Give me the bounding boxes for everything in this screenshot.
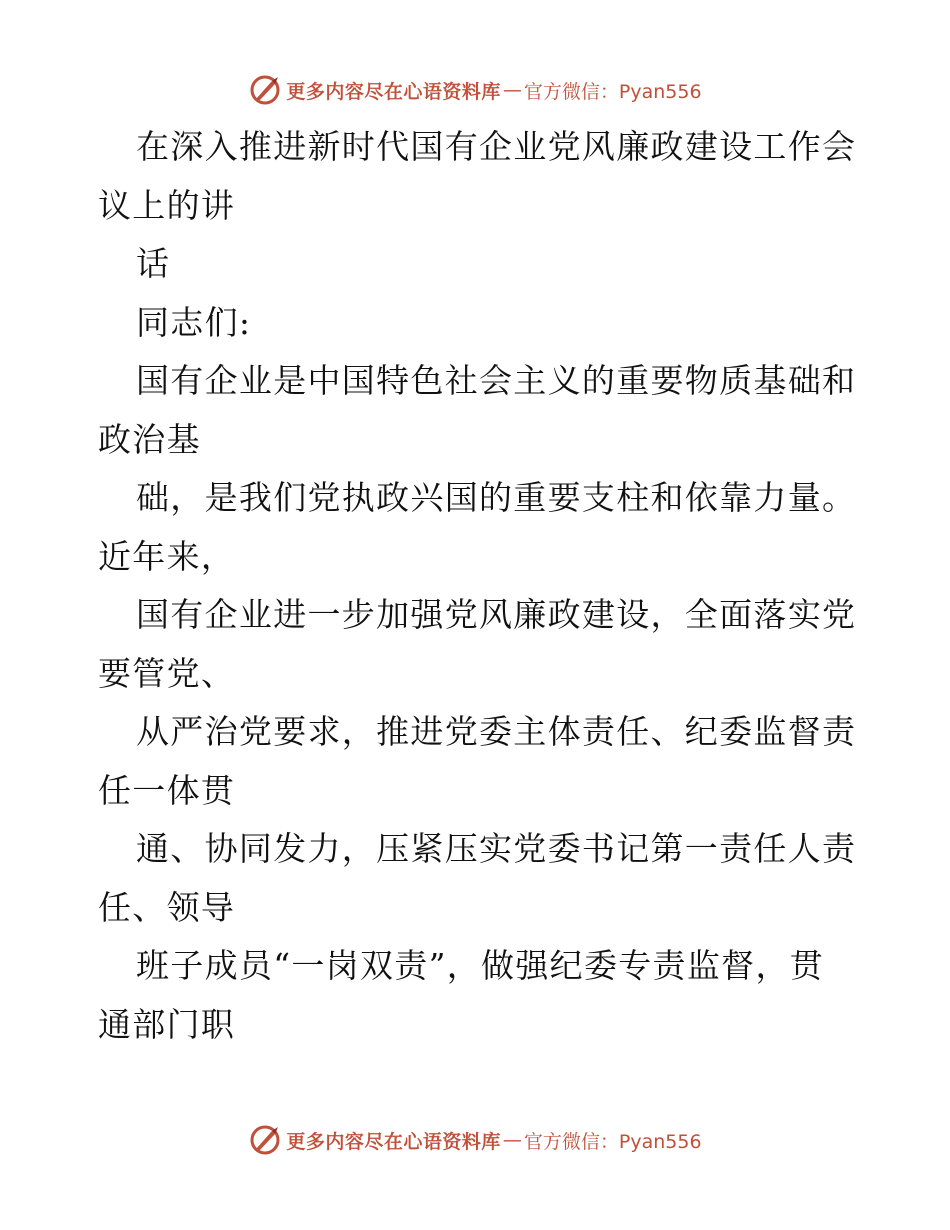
text-line: 通部门职 [98,1004,236,1044]
quill-logo-icon [248,73,282,107]
text-line: 础，是我们党执政兴国的重要支柱和依靠力量。 [136,478,857,517]
watermark-title: 更多内容尽在心语资料库 [286,80,501,103]
text-line: 话 [136,244,171,283]
text-line: 国有企业是中国特色社会主义的重要物质基础和 [136,361,857,400]
text-line: 班子成员“一岗双责”，做强纪委专责监督，贯 [136,946,825,985]
text-line: 通、协同发力，压紧压实党委书记第一责任人责 [136,829,857,868]
header-watermark [0,70,950,110]
text-line: 政治基 [98,419,201,459]
document-body [98,118,858,1054]
watermark-contact: 官方微信：Pyan556 [523,80,702,103]
salutation: 同志们: [136,302,252,342]
watermark-separator: — [502,1129,522,1151]
text-line: 任一体贯 [98,770,236,810]
footer-watermark [0,1120,950,1160]
text-line: 国有企业进一步加强党风廉政建设，全面落实党 [136,595,857,634]
quill-logo-icon [248,1123,282,1157]
text-line: 从严治党要求，推进党委主体责任、纪委监督责 [136,712,857,751]
watermark-title: 更多内容尽在心语资料库 [286,1130,501,1153]
text-line: 任、领导 [98,887,236,927]
text-line: 在深入推进新时代国有企业党风廉政建设工作会 [136,127,857,166]
watermark-separator: — [502,79,522,101]
text-line: 议上的讲 [98,185,236,225]
text-line: 要管党、 [98,653,236,693]
watermark-contact: 官方微信：Pyan556 [523,1130,702,1153]
text-line: 近年来， [98,536,236,576]
